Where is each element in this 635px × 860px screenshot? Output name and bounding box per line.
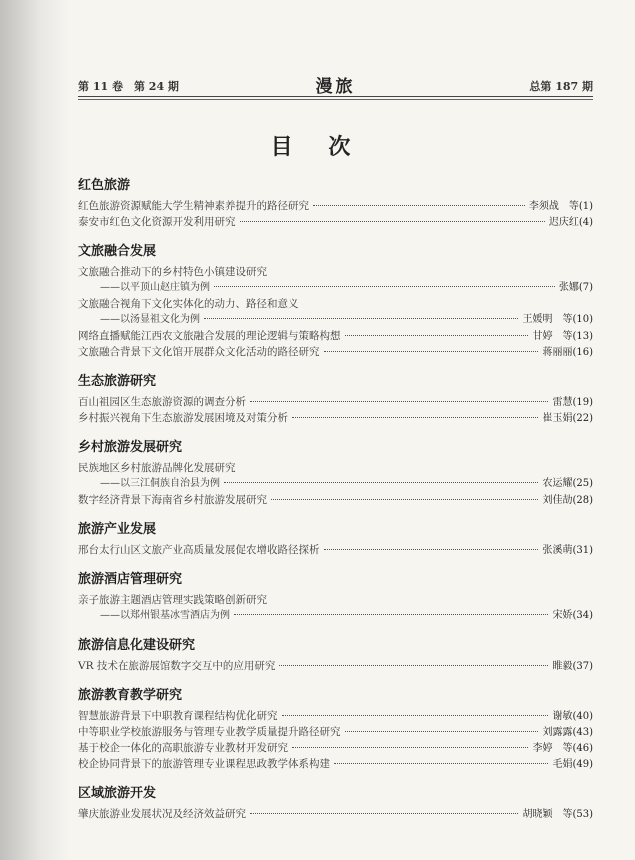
leader-dots bbox=[292, 417, 538, 418]
entry-title: 肇庆旅游业发展状况及经济效益研究 bbox=[78, 808, 246, 820]
entry-author-page: 李须战 等(1) bbox=[528, 201, 593, 212]
toc-title: 目 次 bbox=[270, 135, 365, 160]
leader-dots bbox=[324, 351, 539, 352]
entry-title: 红色旅游资源赋能大学生精神素养提升的路径研究 bbox=[78, 200, 309, 212]
entry-title: 民族地区乡村旅游品牌化发展研究 bbox=[78, 462, 236, 474]
entry-title: 基于校企一体化的高职旅游专业教材开发研究 bbox=[78, 742, 288, 754]
toc-section bbox=[78, 638, 593, 674]
toc-entry[interactable] bbox=[78, 296, 593, 312]
toc-section bbox=[78, 178, 593, 230]
entry-title: 百山祖园区生态旅游资源的调查分析 bbox=[78, 396, 246, 408]
toc-entry[interactable] bbox=[78, 806, 593, 822]
entry-author-page: 宋娇(34) bbox=[552, 610, 593, 621]
leader-dots bbox=[345, 335, 529, 336]
entry-author-page: 谢敏(40) bbox=[552, 711, 593, 722]
leader-dots bbox=[324, 549, 539, 550]
entry-title: 邢台太行山区文旅产业高质量发展促农增收路径探析 bbox=[78, 544, 320, 556]
entry-author-page: 崔玉娟(22) bbox=[542, 413, 593, 424]
entry-author-page: 王媛明 等(10) bbox=[522, 314, 593, 325]
entry-title: 中等职业学校旅游服务与管理专业教学质量提升路径研究 bbox=[78, 726, 341, 738]
entry-author-page: 李婷 等(46) bbox=[532, 743, 593, 754]
section-title: 旅游信息化建设研究 bbox=[78, 638, 196, 653]
toc-entry[interactable] bbox=[78, 724, 593, 740]
leader-dots bbox=[345, 731, 539, 732]
entry-author-page: 张溪萌(31) bbox=[542, 545, 593, 556]
entry-author-page: 蒋丽丽(16) bbox=[542, 347, 593, 358]
entry-author-page: 张娜(7) bbox=[558, 282, 593, 293]
entry-author-page: 农运耀(25) bbox=[542, 478, 593, 489]
toc-entry[interactable] bbox=[78, 592, 593, 608]
entry-title: 文旅融合背景下文化馆开展群众文化活动的路径研究 bbox=[78, 346, 320, 358]
header-rule bbox=[78, 96, 593, 97]
toc-entry[interactable] bbox=[78, 460, 593, 476]
entry-author-page: 睢毅(37) bbox=[552, 661, 593, 672]
page-header bbox=[78, 72, 593, 97]
entry-author-page: 刘佳劼(28) bbox=[542, 495, 593, 506]
entry-title: 乡村振兴视角下生态旅游发展困境及对策分析 bbox=[78, 412, 288, 424]
toc-entry[interactable] bbox=[78, 476, 593, 492]
entry-author-page: 毛娟(49) bbox=[552, 759, 593, 770]
toc-entry[interactable] bbox=[78, 608, 593, 624]
toc-section bbox=[78, 522, 593, 558]
leader-dots bbox=[334, 763, 548, 764]
toc-section bbox=[78, 786, 593, 822]
entry-author-page: 迟庆红(4) bbox=[548, 217, 593, 228]
leader-dots bbox=[282, 715, 549, 716]
toc-entry[interactable] bbox=[78, 756, 593, 772]
section-title: 生态旅游研究 bbox=[78, 374, 157, 389]
entry-title: ——以平顶山赵庄镇为例 bbox=[100, 282, 210, 293]
volume-issue: 第 11 卷 第 24 期 bbox=[78, 80, 179, 93]
leader-dots bbox=[214, 286, 555, 287]
leader-dots bbox=[240, 221, 545, 222]
entry-title: 智慧旅游背景下中职教育课程结构优化研究 bbox=[78, 710, 278, 722]
section-title: 乡村旅游发展研究 bbox=[78, 440, 183, 455]
entry-title: ——以汤显祖文化为例 bbox=[100, 314, 200, 325]
leader-dots bbox=[250, 401, 548, 402]
toc-entry[interactable] bbox=[78, 344, 593, 360]
entry-title: 文旅融合推动下的乡村特色小镇建设研究 bbox=[78, 266, 267, 278]
entry-title: ——以郑州银基冰雪酒店为例 bbox=[100, 610, 230, 621]
section-title: 红色旅游 bbox=[78, 178, 131, 193]
entry-author-page: 甘婷 等(13) bbox=[532, 331, 593, 342]
entry-title: 网络直播赋能江西农文旅融合发展的理论逻辑与策略构想 bbox=[78, 330, 341, 342]
journal-name: 漫旅 bbox=[315, 77, 356, 97]
toc-section bbox=[78, 374, 593, 426]
section-title: 区域旅游开发 bbox=[78, 786, 157, 801]
entry-title: 泰安市红色文化资源开发利用研究 bbox=[78, 216, 236, 228]
toc-entry[interactable] bbox=[78, 280, 593, 296]
leader-dots bbox=[292, 747, 528, 748]
section-title: 文旅融合发展 bbox=[78, 244, 157, 259]
section-title: 旅游酒店管理研究 bbox=[78, 572, 183, 587]
entry-title: 亲子旅游主题酒店管理实践策略创新研究 bbox=[78, 594, 267, 606]
toc-section bbox=[78, 572, 593, 624]
toc-entry[interactable] bbox=[78, 394, 593, 410]
leader-dots bbox=[279, 665, 548, 666]
entry-title: 数字经济背景下海南省乡村旅游发展研究 bbox=[78, 494, 267, 506]
total-issue: 总第 187 期 bbox=[529, 80, 593, 93]
toc-entry[interactable] bbox=[78, 198, 593, 214]
leader-dots bbox=[224, 482, 538, 483]
entry-author-page: 刘露露(43) bbox=[542, 727, 593, 738]
leader-dots bbox=[271, 499, 538, 500]
toc-entry[interactable] bbox=[78, 328, 593, 344]
leader-dots bbox=[313, 205, 525, 206]
section-title: 旅游产业发展 bbox=[78, 522, 157, 537]
toc-section bbox=[78, 244, 593, 360]
entry-title: ——以三江侗族自治县为例 bbox=[100, 478, 220, 489]
leader-dots bbox=[204, 318, 518, 319]
table-of-contents bbox=[78, 178, 593, 836]
toc-entry[interactable] bbox=[78, 658, 593, 674]
leader-dots bbox=[234, 614, 548, 615]
header-rule-thin bbox=[78, 99, 593, 100]
toc-entry[interactable] bbox=[78, 542, 593, 558]
toc-entry[interactable] bbox=[78, 740, 593, 756]
toc-section bbox=[78, 440, 593, 508]
page-shadow bbox=[0, 0, 70, 860]
toc-entry[interactable] bbox=[78, 214, 593, 230]
entry-title: VR 技术在旅游展馆数字交互中的应用研究 bbox=[78, 660, 276, 672]
entry-title: 文旅融合视角下文化实体化的动力、路径和意义 bbox=[78, 298, 299, 310]
toc-entry[interactable] bbox=[78, 492, 593, 508]
toc-entry[interactable] bbox=[78, 312, 593, 328]
entry-author-page: 雷慧(19) bbox=[552, 397, 593, 408]
leader-dots bbox=[250, 813, 518, 814]
toc-entry[interactable] bbox=[78, 708, 593, 724]
toc-entry[interactable] bbox=[78, 410, 593, 426]
toc-entry[interactable] bbox=[78, 264, 593, 280]
toc-section bbox=[78, 688, 593, 772]
section-title: 旅游教育教学研究 bbox=[78, 688, 183, 703]
entry-author-page: 胡晓颖 等(53) bbox=[522, 809, 593, 820]
entry-title: 校企协同背景下的旅游管理专业课程思政教学体系构建 bbox=[78, 758, 330, 770]
